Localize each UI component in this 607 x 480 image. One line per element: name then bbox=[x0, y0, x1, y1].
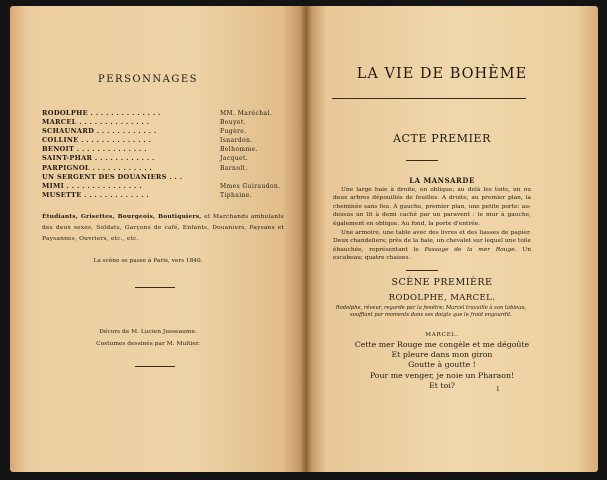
credit-line: Costumes dessinés par M. Multier. bbox=[96, 341, 200, 347]
scene-heading: SCÈNE PREMIÈRE bbox=[391, 277, 493, 288]
extras-lead: Étudiants, Grisettes, Bourgeois, Boutiquiers, bbox=[42, 213, 202, 220]
painting-title: Passage de la mer Rouge. bbox=[424, 246, 517, 253]
signature-mark: 1 bbox=[496, 386, 500, 393]
cast-role: SCHAUNARD . . . . . . . . . . . . bbox=[42, 127, 157, 136]
verse-line: Et pleure dans mon giron bbox=[391, 350, 493, 360]
divider-rule bbox=[135, 366, 175, 367]
cast-row bbox=[42, 127, 282, 136]
personnages-heading: PERSONNAGES bbox=[98, 74, 198, 85]
speaker-name: MARCEL. bbox=[425, 332, 459, 338]
act-heading: ACTE PREMIER bbox=[392, 132, 492, 145]
cast-row bbox=[42, 136, 282, 145]
divider-rule bbox=[406, 160, 438, 161]
cast-role: MIMI . . . . . . . . . . . . . . . bbox=[42, 181, 142, 190]
cast-role: PARPIGNOL . . . . . . . . . . . . bbox=[42, 163, 153, 172]
cast-row bbox=[42, 182, 282, 191]
scene-characters: RODOLPHE, MARCEL. bbox=[388, 293, 496, 303]
set-description-continued bbox=[333, 229, 531, 263]
cast-role: SAINT-PHAR . . . . . . . . . . . . bbox=[42, 154, 155, 163]
cast-actor: Bouyet. bbox=[220, 119, 246, 127]
divider-rule bbox=[406, 270, 438, 271]
set-description: Une large baie à droite, en oblique; au delà les toits, un ou deux arbres dépouillés de feuilles. A droite, au premier plan, la cheminée sans feu. A gauche, premier plan, une petite porte: au-dessus un lit à demi caché par un paravent : le mur à gauche, également en oblique. Au fond, la porte d'entrée. bbox=[333, 187, 531, 227]
credits bbox=[0, 326, 296, 350]
verse-line: Et toi? bbox=[429, 380, 455, 390]
cast-actor: Tiphaine. bbox=[220, 191, 253, 199]
verse-block bbox=[296, 340, 588, 391]
verse-line: Cette mer Rouge me congèle et me dégoûte bbox=[354, 340, 530, 349]
cast-role: MARCEL . . . . . . . . . . . . . . bbox=[42, 118, 150, 127]
cast-actor: MM. Maréchal. bbox=[220, 110, 273, 117]
cast-actor: Barnolt. bbox=[220, 164, 248, 172]
credit-line: Décors de M. Lucien Jusseaume. bbox=[99, 329, 197, 335]
cast-row bbox=[42, 191, 282, 200]
divider-rule bbox=[135, 287, 175, 288]
cast-role: RODOLPHE . . . . . . . . . . . . . . bbox=[42, 109, 161, 117]
verse-line: Pour me venger, je noie un Pharaon! bbox=[369, 370, 515, 380]
cast-actor: Isnardon. bbox=[220, 137, 253, 145]
cast-row bbox=[42, 118, 282, 127]
cast-row bbox=[42, 164, 282, 173]
extras-rest: et Marchands ambulants des deux sexes, Soldats, Garçons de café, Enfants, Douaniers, Paysans et Paysannes, Ouvriers, etc., etc. bbox=[42, 214, 285, 242]
cast-row bbox=[42, 109, 282, 118]
stage-direction: Rodolphe, rêveur, regarde par la fenêtre; Marcel travaille à son tableau, soufflant par moments dans ses doigts que le froid engourdit. bbox=[335, 305, 527, 318]
cast-role: BENOIT . . . . . . . . . . . . . . bbox=[42, 145, 147, 154]
cast-actor: Mmes Guiraudon. bbox=[220, 182, 281, 190]
setting-line: La scène se passe à Paris, vers 1840. bbox=[93, 258, 203, 264]
title-rule bbox=[332, 98, 526, 99]
cast-role: COLLINE . . . . . . . . . . . . . . bbox=[42, 136, 152, 145]
cast-row bbox=[42, 173, 282, 182]
cast-actor: Jacquet. bbox=[220, 155, 249, 163]
set-description-start: Une armoire, une table avec des livres et des liasses de papier. Deux chandeliers; près de la baie, un chevalet sur lequel une toile ébauchée, représentant le bbox=[333, 230, 531, 253]
set-description-end: Un escabeau; quatre chaises. bbox=[333, 246, 532, 262]
cast-row bbox=[42, 154, 282, 163]
cast-actor: Belhomme. bbox=[220, 146, 258, 154]
extras-paragraph bbox=[42, 211, 284, 245]
cast-row bbox=[42, 145, 282, 154]
cast-actor bbox=[220, 173, 282, 182]
scene-set-heading: LA MANSARDE bbox=[409, 176, 475, 185]
cast-list bbox=[42, 109, 282, 200]
cast-role: MUSETTE . . . . . . . . . . . . . bbox=[42, 190, 150, 199]
cast-role: UN SERGENT DES DOUANIERS . . . bbox=[42, 172, 183, 181]
verse-line: Goutte à goutte ! bbox=[408, 360, 476, 370]
cast-actor: Fugère. bbox=[220, 128, 247, 136]
play-title: LA VIE DE BOHÈME bbox=[356, 66, 528, 82]
